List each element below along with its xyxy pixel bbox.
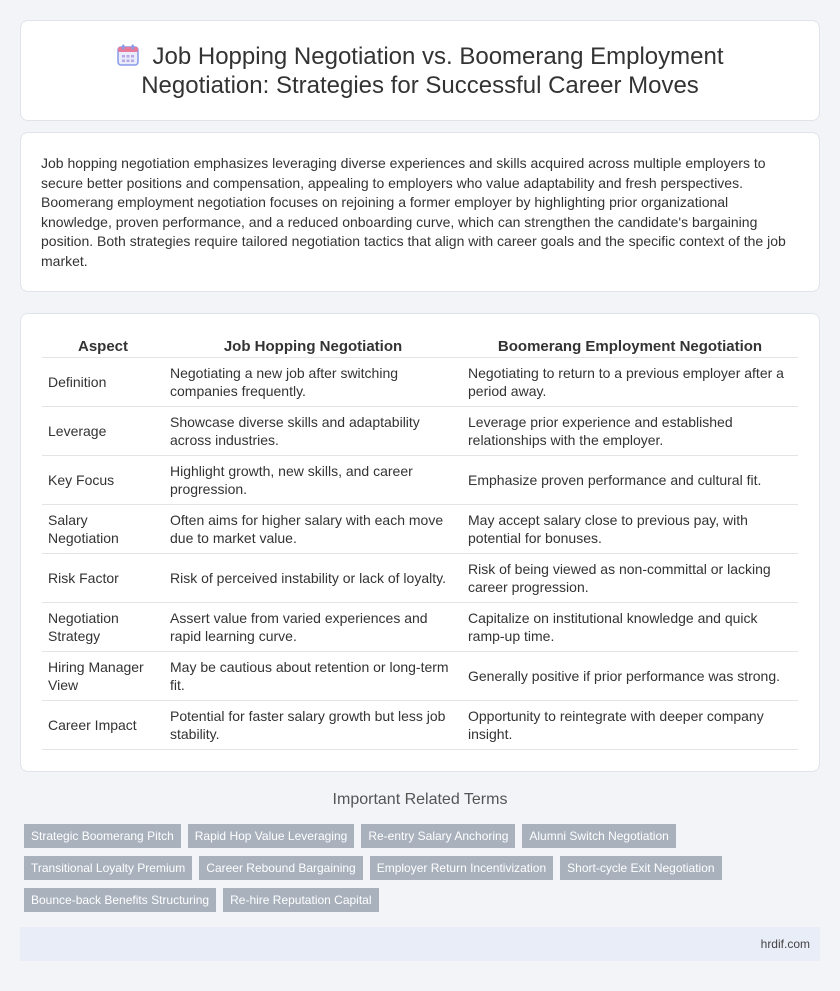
tag-row xyxy=(24,888,824,912)
related-term-tag[interactable]: Rapid Hop Value Leveraging xyxy=(188,824,355,848)
boomerang-cell: May accept salary close to previous pay, with potential for bonuses. xyxy=(462,504,798,553)
comparison-table xyxy=(42,334,798,750)
header-boomerang: Boomerang Employment Negotiation xyxy=(462,334,798,357)
table-row xyxy=(42,700,798,749)
table-row xyxy=(42,602,798,651)
table-row xyxy=(42,455,798,504)
footer xyxy=(20,927,820,961)
aspect-cell: Risk Factor xyxy=(42,553,164,602)
boomerang-cell: Leverage prior experience and established relationships with the employer. xyxy=(462,406,798,455)
job-hopping-cell: Assert value from varied experiences and rapid learning curve. xyxy=(164,602,462,651)
related-term-tag[interactable]: Bounce-back Benefits Structuring xyxy=(24,888,216,912)
tag-row xyxy=(24,856,824,880)
table-row xyxy=(42,553,798,602)
aspect-cell: Definition xyxy=(42,357,164,406)
calendar-icon xyxy=(117,44,139,66)
job-hopping-cell: Negotiating a new job after switching companies frequently. xyxy=(164,357,462,406)
related-terms-title: Important Related Terms xyxy=(332,791,508,808)
job-hopping-cell: Often aims for higher salary with each move due to market value. xyxy=(164,504,462,553)
table-row xyxy=(42,504,798,553)
header-aspect: Aspect xyxy=(42,334,164,357)
aspect-cell: Leverage xyxy=(42,406,164,455)
job-hopping-cell: Highlight growth, new skills, and career progression. xyxy=(164,455,462,504)
intro-card xyxy=(20,132,820,292)
header-job-hopping: Job Hopping Negotiation xyxy=(164,334,462,357)
aspect-cell: Negotiation Strategy xyxy=(42,602,164,651)
table-row xyxy=(42,651,798,700)
related-term-tag[interactable]: Strategic Boomerang Pitch xyxy=(24,824,181,848)
boomerang-cell: Negotiating to return to a previous employer after a period away. xyxy=(462,357,798,406)
job-hopping-cell: Showcase diverse skills and adaptability across industries. xyxy=(164,406,462,455)
related-term-tag[interactable]: Career Rebound Bargaining xyxy=(199,856,362,880)
aspect-cell: Career Impact xyxy=(42,700,164,749)
tag-row xyxy=(24,824,824,848)
related-terms-list xyxy=(24,824,824,920)
related-term-tag[interactable]: Alumni Switch Negotiation xyxy=(522,824,675,848)
table-header-row xyxy=(42,334,798,357)
aspect-cell: Salary Negotiation xyxy=(42,504,164,553)
job-hopping-cell: Risk of perceived instability or lack of loyalty. xyxy=(164,553,462,602)
title-card xyxy=(20,20,820,121)
aspect-cell: Hiring Manager View xyxy=(42,651,164,700)
related-term-tag[interactable]: Re-hire Reputation Capital xyxy=(223,888,378,912)
page-title-text: Job Hopping Negotiation vs. Boomerang Employment Negotiation: Strategies for Successful Career Moves xyxy=(141,42,724,99)
comparison-card xyxy=(20,313,820,772)
boomerang-cell: Generally positive if prior performance was strong. xyxy=(462,651,798,700)
related-term-tag[interactable]: Transitional Loyalty Premium xyxy=(24,856,192,880)
related-term-tag[interactable]: Short-cycle Exit Negotiation xyxy=(560,856,721,880)
job-hopping-cell: Potential for faster salary growth but less job stability. xyxy=(164,700,462,749)
page-title xyxy=(61,42,779,100)
table-row xyxy=(42,406,798,455)
aspect-cell: Key Focus xyxy=(42,455,164,504)
intro-paragraph: Job hopping negotiation emphasizes leveraging diverse experiences and skills acquired across multiple employers to secure better positions and compensation, appealing to employers who value adaptability and fresh perspectives. Boomerang employment negotiation focuses on rejoining a former employer by highlighting prior organizational knowledge, proven performance, and a reduced onboarding curve, which can strengthen the candidate's bargaining position. Both strategies require tailored negotiation tactics that align with career goals and the specific context of the job market. xyxy=(41,155,786,269)
related-term-tag[interactable]: Employer Return Incentivization xyxy=(370,856,553,880)
boomerang-cell: Opportunity to reintegrate with deeper company insight. xyxy=(462,700,798,749)
boomerang-cell: Emphasize proven performance and cultural fit. xyxy=(462,455,798,504)
boomerang-cell: Risk of being viewed as non-committal or lacking career progression. xyxy=(462,553,798,602)
table-row xyxy=(42,357,798,406)
related-term-tag[interactable]: Re-entry Salary Anchoring xyxy=(361,824,515,848)
boomerang-cell: Capitalize on institutional knowledge and quick ramp-up time. xyxy=(462,602,798,651)
footer-site[interactable]: hrdif.com xyxy=(760,937,810,951)
job-hopping-cell: May be cautious about retention or long-term fit. xyxy=(164,651,462,700)
